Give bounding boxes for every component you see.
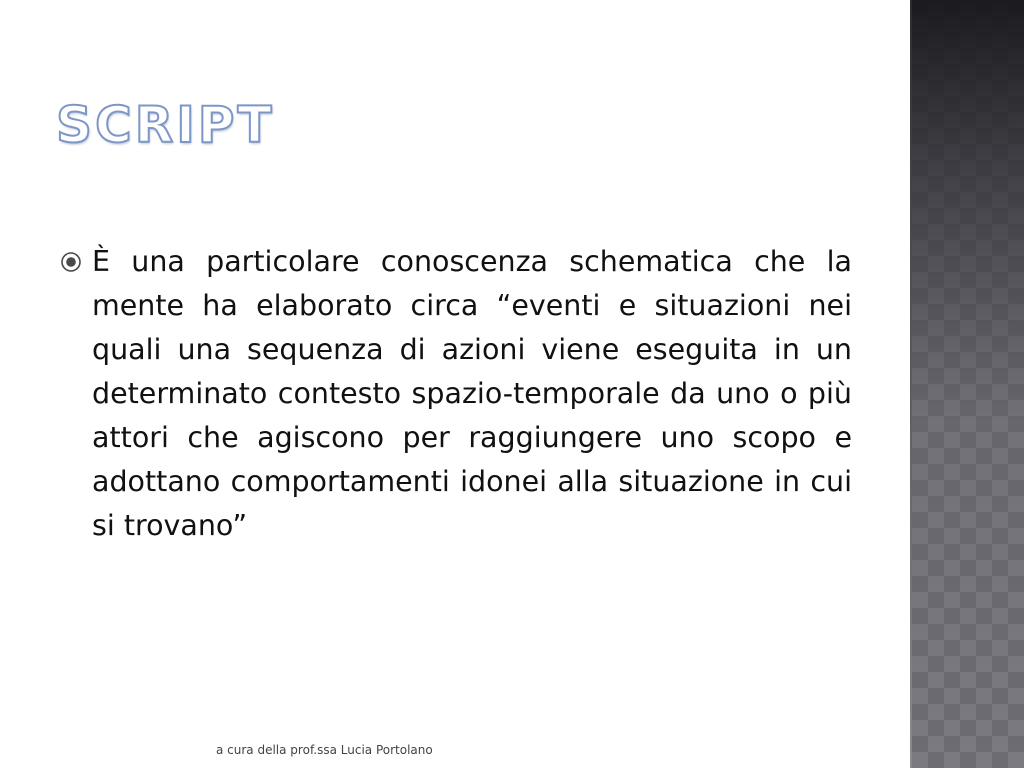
slide-title: SCRIPT (56, 96, 275, 154)
slide-content (60, 240, 852, 548)
footer-credit: a cura della prof.ssa Lucia Portolano (216, 743, 433, 757)
decorative-side-panel (912, 0, 1024, 768)
bullet-text: È una particolare conoscenza schematica che la mente ha elaborato circa “eventi e situazioni nei quali una sequenza di azioni viene eseguita in un determinato contesto spazio-temporale da uno o più attori che agiscono per raggiungere uno scopo e adottano comportamenti idonei alla situazione in cui si trovano” (92, 245, 852, 542)
bullet-item (60, 240, 852, 548)
circled-dot-bullet-icon (60, 240, 92, 284)
